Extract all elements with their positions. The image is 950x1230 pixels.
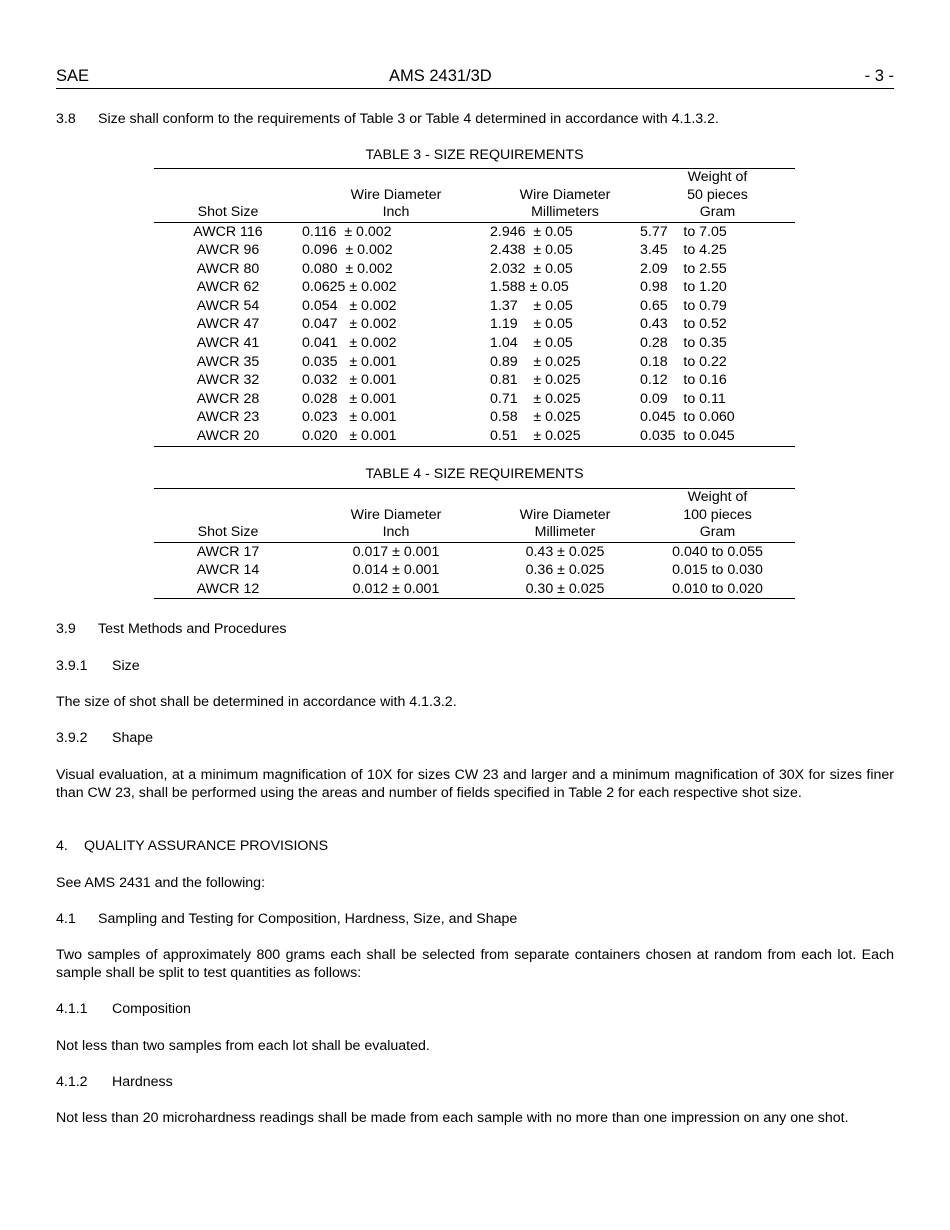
table-cell-shot-size: AWCR 80 [196,260,260,277]
table-cell-shot-size: AWCR 17 [196,543,260,560]
table-row [154,408,795,427]
table-cell-shot-size: AWCR 12 [196,580,260,597]
table-cell-diameter-mm: 0.36 ± 0.025 [525,562,605,579]
section-number: 4.1 [56,911,76,927]
table-cell-diameter-inch: 0.028 ± 0.001 [302,390,397,407]
section-4-1-1-heading [56,1000,894,1018]
section-text: Size shall conform to the requirements of Table 3 or Table 4 determined in accordance with 4.1.3.2. [98,111,719,127]
table3-header-weight: Weight of 50 pieces Gram [687,169,748,220]
table-cell-diameter-inch: 0.014 ± 0.001 [352,562,440,579]
table3 [154,168,795,447]
table-row [154,542,795,561]
table-cell-weight: 2.09 to 2.55 [640,260,727,277]
table-cell-diameter-inch: 0.032 ± 0.001 [302,372,397,389]
table-row [154,260,795,279]
table-cell-diameter-mm: 0.89 ± 0.025 [490,353,581,370]
header-page-number: - 3 - [864,67,894,85]
table-cell-diameter-inch: 0.080 ± 0.002 [302,260,393,277]
table-cell-weight: 0.43 to 0.52 [640,316,727,333]
table-cell-diameter-inch: 0.096 ± 0.002 [302,242,393,259]
section-3-8 [56,110,894,128]
table-cell-diameter-inch: 0.047 ± 0.002 [302,316,397,333]
table-row [154,315,795,334]
table-cell-diameter-mm: 0.71 ± 0.025 [490,390,581,407]
table-cell-diameter-inch: 0.012 ± 0.001 [352,580,440,597]
section-title: Hardness [112,1074,173,1090]
table-cell-weight: 0.010 to 0.020 [672,580,763,597]
table4 [154,488,795,599]
section-number: 4.1.1 [56,1001,88,1017]
section-title: Shape [112,730,154,746]
section-4-body: See AMS 2431 and the following: [56,875,266,891]
table-cell-diameter-inch: 0.020 ± 0.001 [302,428,397,445]
table-cell-weight: 0.28 to 0.35 [640,335,727,352]
table-row [154,334,795,353]
table-cell-diameter-mm: 1.37 ± 0.05 [490,297,573,314]
table-row [154,241,795,260]
section-3-9-1-heading [56,657,894,675]
table-cell-diameter-mm: 0.81 ± 0.025 [490,372,581,389]
table-cell-weight: 0.09 to 0.11 [640,390,726,407]
section-number: 3.8 [56,111,76,127]
section-title: Test Methods and Procedures [98,621,287,637]
table-cell-weight: 0.12 to 0.16 [640,372,727,389]
table-cell-diameter-mm: 1.19 ± 0.05 [490,316,573,333]
table-cell-shot-size: AWCR 35 [196,353,260,370]
section-title: Size [112,658,140,674]
table-row [154,427,795,446]
section-number: 3.9.2 [56,730,88,746]
section-number: 3.9.1 [56,658,88,674]
section-4-1-heading [56,910,894,928]
header-doc-number: AMS 2431/3D [389,67,492,85]
table-cell-shot-size: AWCR 28 [196,390,260,407]
table-cell-diameter-mm: 2.438 ± 0.05 [490,242,573,259]
table-cell-weight: 0.18 to 0.22 [640,353,727,370]
section-3-9-1-body: The size of shot shall be determined in accordance with 4.1.3.2. [56,694,457,710]
table-cell-diameter-inch: 0.0625 ± 0.002 [302,279,397,296]
table-cell-diameter-mm: 0.51 ± 0.025 [490,428,581,445]
table-cell-diameter-mm: 0.30 ± 0.025 [525,580,605,597]
section-4-1-2-body: Not less than 20 microhardness readings shall be made from each sample with no more than one impression on any one shot. [56,1110,849,1126]
section-4-1-1-body: Not less than two samples from each lot shall be evaluated. [56,1038,430,1054]
section-3-9-heading [56,620,894,638]
table-row [154,390,795,409]
section-title: Composition [112,1001,191,1017]
table4-header-diameter-inch: Wire Diameter Inch [350,506,442,540]
table-cell-diameter-inch: 0.054 ± 0.002 [302,297,397,314]
table-row [154,353,795,372]
section-4-heading [56,837,894,855]
table-row [154,580,795,599]
table3-title: TABLE 3 - SIZE REQUIREMENTS [365,147,584,163]
table-cell-weight: 0.015 to 0.030 [672,562,763,579]
table3-header-diameter-mm: Wire Diameter Millimeters [519,186,611,220]
table4-header-row [154,489,795,543]
table-cell-shot-size: AWCR 20 [196,428,260,445]
table-cell-diameter-mm: 1.588 ± 0.05 [490,279,569,296]
table4-header-shot-size: Shot Size [197,524,259,540]
table-cell-diameter-mm: 0.43 ± 0.025 [525,543,605,560]
table4-header-diameter-mm: Wire Diameter Millimeter [519,506,611,540]
table-cell-shot-size: AWCR 54 [196,297,260,314]
table-cell-weight: 0.65 to 0.79 [640,297,727,314]
table-cell-weight: 3.45 to 4.25 [640,242,727,259]
table-cell-weight: 0.040 to 0.055 [672,543,763,560]
table-cell-weight: 0.98 to 1.20 [640,279,727,296]
table-cell-diameter-inch: 0.017 ± 0.001 [352,543,440,560]
header-org: SAE [56,67,90,85]
page-header [56,66,894,89]
table3-header-diameter-inch: Wire Diameter Inch [350,186,442,220]
table4-header-weight: Weight of 100 pieces Gram [683,489,752,540]
table-cell-shot-size: AWCR 47 [196,316,260,333]
table-row [154,371,795,390]
section-3-9-2-body: Visual evaluation, at a minimum magnification of 10X for sizes CW 23 and larger and a minimum magnification of 30X for sizes finer than CW 23, shall be performed using the areas and number of fields specified in Table 2 for each respective shot size. [56,767,894,801]
section-title: Sampling and Testing for Composition, Hardness, Size, and Shape [98,911,518,927]
section-title: QUALITY ASSURANCE PROVISIONS [84,838,329,854]
section-4-1-body: Two samples of approximately 800 grams each shall be selected from separate containers chosen at random from each lot. Each sample shall be split to test quantities as follows: [56,947,894,981]
table-cell-shot-size: AWCR 14 [196,562,260,579]
table-cell-shot-size: AWCR 32 [196,372,260,389]
table-cell-diameter-inch: 0.035 ± 0.001 [302,353,397,370]
table3-header-shot-size: Shot Size [197,204,259,220]
table-row [154,297,795,316]
table-cell-diameter-mm: 2.032 ± 0.05 [490,260,573,277]
table-cell-weight: 0.045 to 0.060 [640,409,735,426]
table-row [154,278,795,297]
section-3-9-2-heading [56,729,894,747]
section-number: 4.1.2 [56,1074,88,1090]
section-number: 3.9 [56,621,76,637]
table4-title: TABLE 4 - SIZE REQUIREMENTS [365,466,584,482]
table-cell-diameter-mm: 1.04 ± 0.05 [490,335,573,352]
table3-header-row [154,169,795,223]
table-cell-shot-size: AWCR 62 [196,279,260,296]
table-cell-shot-size: AWCR 23 [196,409,260,426]
table-cell-shot-size: AWCR 116 [193,223,263,240]
table-cell-weight: 5.77 to 7.05 [640,223,727,240]
table-cell-shot-size: AWCR 41 [196,335,260,352]
table-row [154,222,795,241]
section-4-1-2-heading [56,1073,894,1091]
table-cell-diameter-inch: 0.041 ± 0.002 [302,335,397,352]
table-cell-diameter-mm: 2.946 ± 0.05 [490,223,573,240]
table-row [154,561,795,580]
table-cell-weight: 0.035 to 0.045 [640,428,735,445]
table-cell-diameter-mm: 0.58 ± 0.025 [490,409,581,426]
table-cell-diameter-inch: 0.023 ± 0.001 [302,409,397,426]
table-cell-diameter-inch: 0.116 ± 0.002 [302,223,392,240]
section-number: 4. [56,838,68,854]
table-cell-shot-size: AWCR 96 [196,242,260,259]
